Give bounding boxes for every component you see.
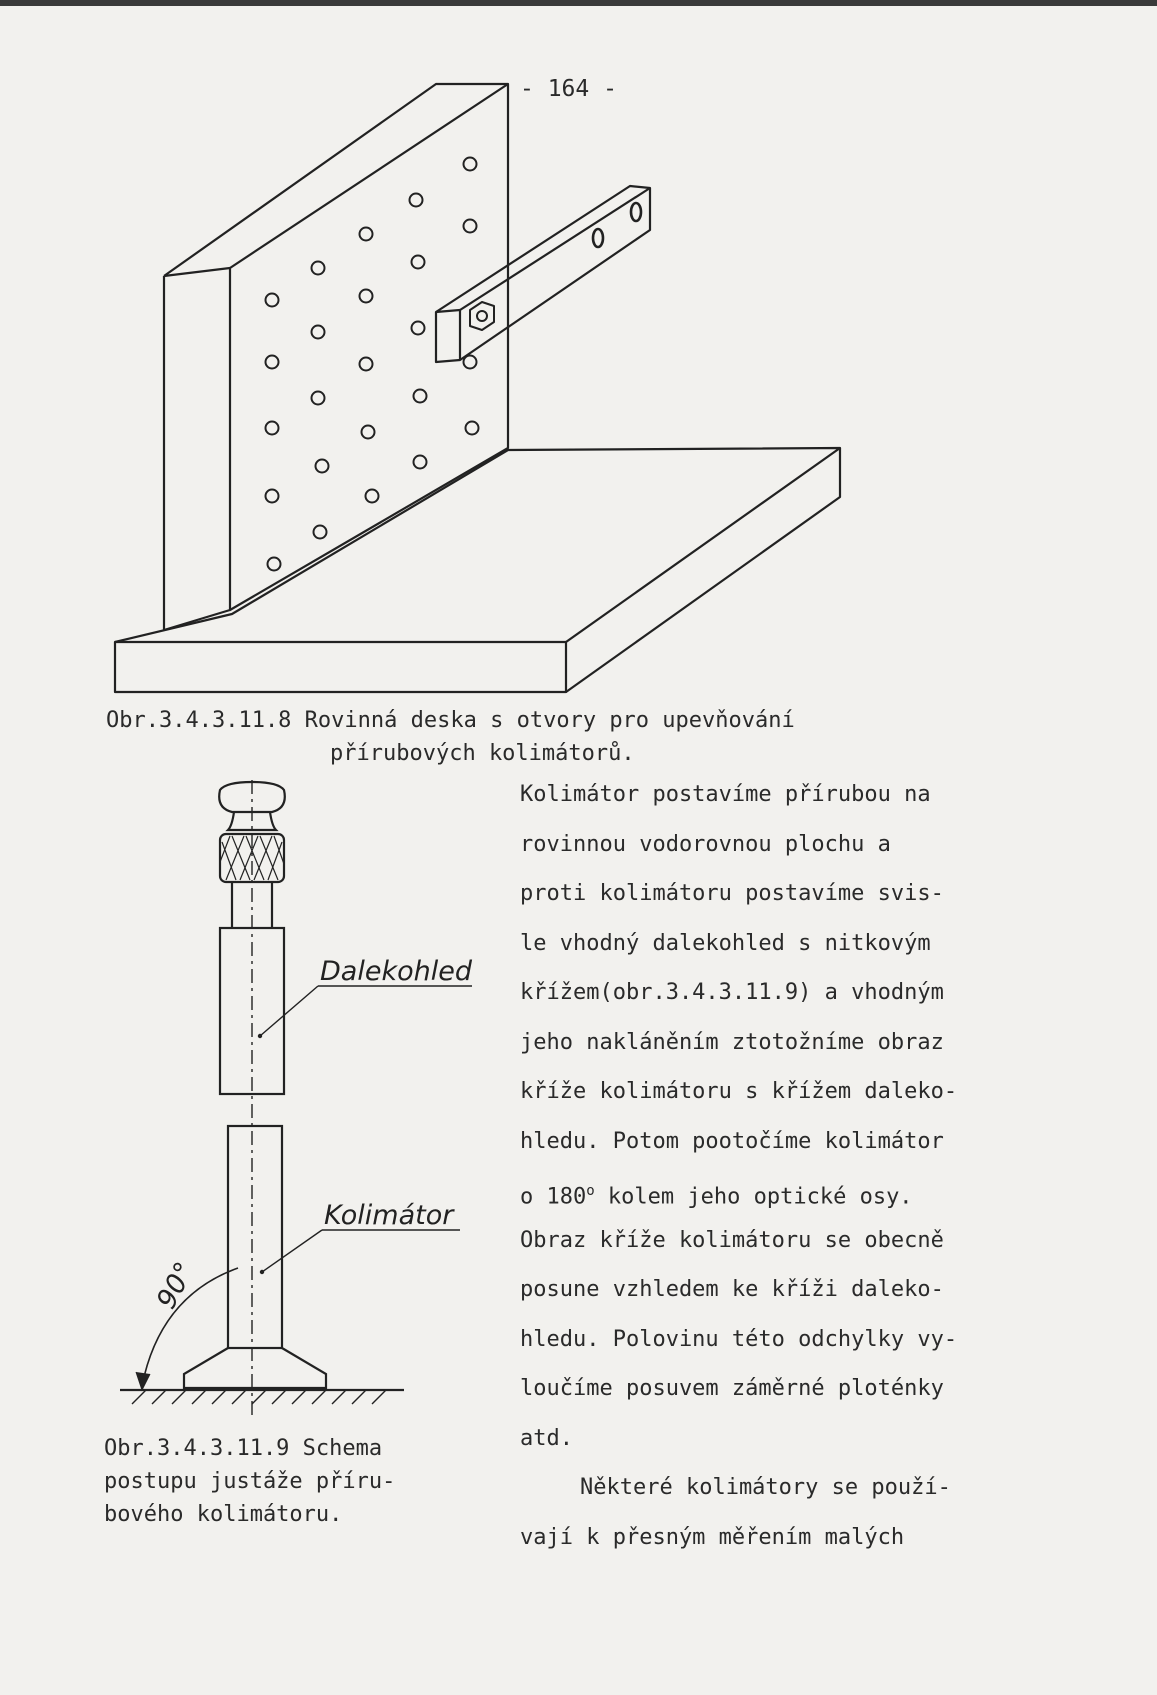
- collimator-flange: [184, 1348, 326, 1388]
- body-line: Některé kolimátory se použí-: [580, 1475, 951, 1500]
- label-angle: 90°: [150, 1257, 201, 1315]
- body-line: rovinnou vodorovnou plochu a: [520, 831, 891, 857]
- page-number: - 164 -: [520, 76, 617, 102]
- figure2-caption: [104, 1432, 395, 1531]
- body-line: proti kolimátoru postavíme svis-: [520, 881, 944, 906]
- base-plate-side: [566, 448, 840, 692]
- figure2-caption-line: postupu justáže příru-: [104, 1469, 396, 1494]
- body-line9-rest: kolem jeho optické osy.: [594, 1184, 913, 1210]
- body-line: kříže kolimátoru s křížem daleko-: [520, 1079, 958, 1104]
- figure1-caption-line1: Obr.3.4.3.11.8 Rovinná deska s otvory pro upevňování: [106, 708, 795, 733]
- body-line: posune vzhledem ke kříži daleko-: [520, 1277, 944, 1302]
- body-line: hledu. Polovinu této odchylky vy-: [520, 1326, 958, 1352]
- figure2-caption-line: bového kolimátoru.: [104, 1502, 343, 1527]
- collimator-tube: [228, 1126, 282, 1348]
- body-line: hledu. Potom pootočíme kolimátor: [520, 1128, 944, 1154]
- body-line-with-degree: [520, 1176, 1040, 1226]
- body-line: atd.: [520, 1425, 573, 1451]
- body-line: jeho nakláněním ztotožníme obraz: [520, 1029, 944, 1055]
- body-line: le vhodný dalekohled s nitkovým: [520, 930, 931, 956]
- body-line: loučíme posuvem záměrné ploténky: [520, 1376, 944, 1401]
- body-line: vají k přesným měřením malých: [520, 1524, 905, 1550]
- figure1-caption-line2: přírubových kolimátorů.: [330, 741, 635, 766]
- label-telescope: Dalekohled: [320, 956, 472, 987]
- body-line9-start: o 180: [520, 1184, 587, 1210]
- degree-sign: o: [586, 1183, 595, 1199]
- body-line: Kolimátor postavíme přírubou na: [520, 782, 931, 807]
- label-collimator: Kolimátor: [324, 1200, 454, 1231]
- body-text: [520, 780, 1040, 1572]
- body-line: Obraz kříže kolimátoru se obecně: [520, 1227, 944, 1253]
- body-line: křížem(obr.3.4.3.11.9) a vhodným: [520, 980, 944, 1005]
- figure2-caption-line: Obr.3.4.3.11.9 Schema: [104, 1436, 383, 1461]
